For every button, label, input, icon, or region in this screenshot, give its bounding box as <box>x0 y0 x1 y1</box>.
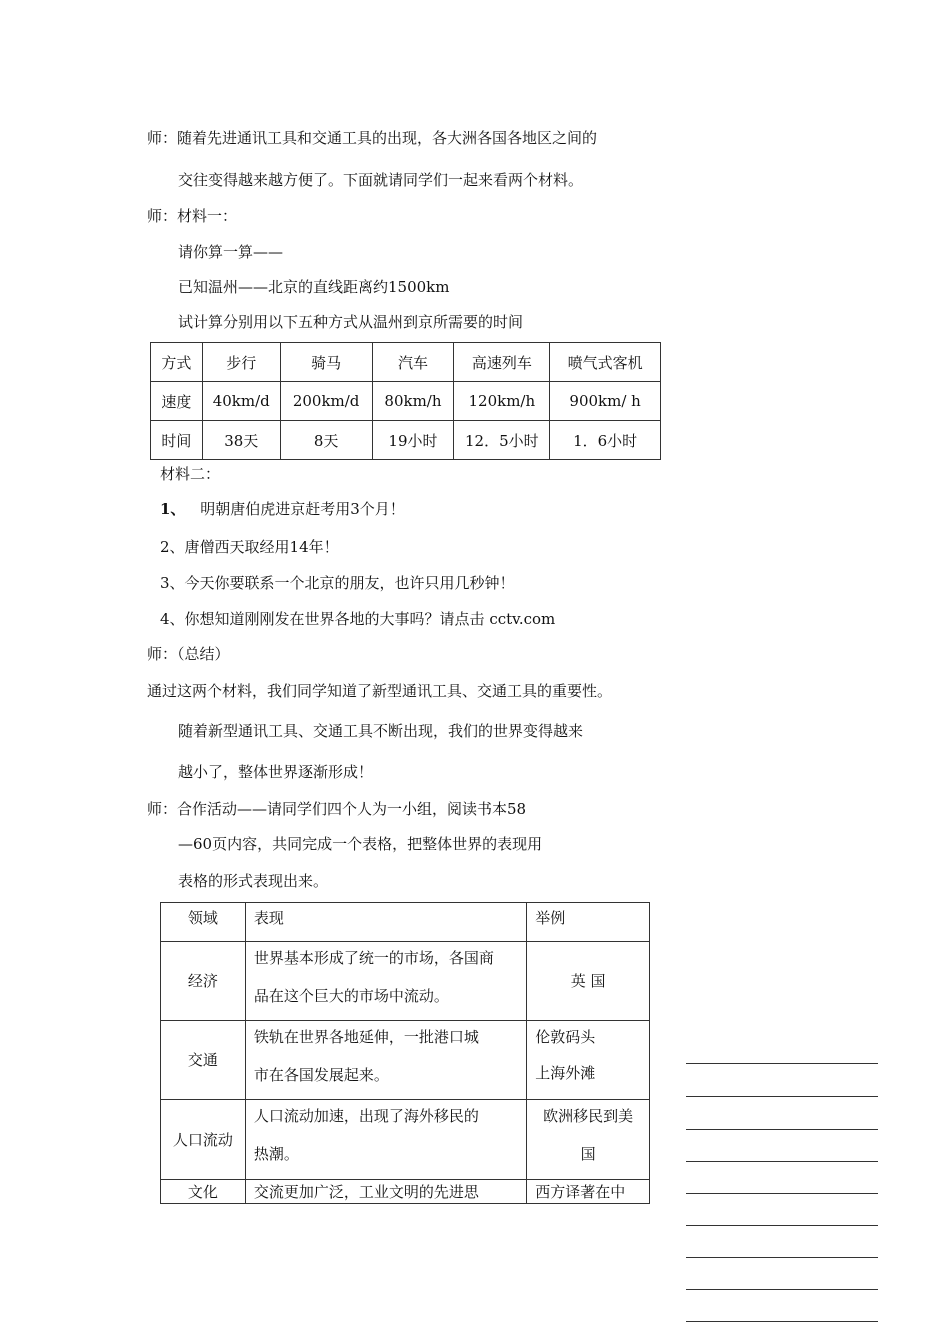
material1-line3: 试计算分别用以下五种方式从温州到京所需要的时间 <box>178 313 524 331</box>
table-cell: 38天 <box>202 421 280 460</box>
margin-rule <box>686 1161 878 1162</box>
table-cell: 900km/ h <box>550 382 661 421</box>
example-cell <box>527 1021 650 1100</box>
table-header-cell: 汽车 <box>372 343 454 382</box>
activity-line3: 表格的形式表现出来。 <box>178 872 329 890</box>
field-text: 文化 <box>187 1183 218 1201</box>
table-row <box>161 1100 650 1180</box>
summary-heading: 师：（总结） <box>147 645 230 663</box>
table-row <box>161 1180 650 1204</box>
field-cell <box>161 1100 246 1180</box>
material2-heading: 材料二： <box>160 465 221 483</box>
field-text: 经济 <box>187 972 218 990</box>
material1-heading: 师：材料一： <box>147 207 238 225</box>
performance-cell <box>245 1021 526 1100</box>
world-expression-table <box>160 902 650 1204</box>
example-line: 英 国 <box>570 972 606 990</box>
margin-rule <box>686 1289 878 1290</box>
example-line: 上海外滩 <box>535 1064 596 1082</box>
table-header-cell: 方式 <box>151 343 203 382</box>
table-row <box>161 942 650 1021</box>
field-text: 人口流动 <box>172 1130 233 1149</box>
summary-line1: 通过这两个材料，我们同学知道了新型通讯工具、交通工具的重要性。 <box>147 682 613 700</box>
margin-rule <box>686 1321 878 1322</box>
field-cell <box>161 1180 246 1204</box>
margin-rule <box>686 1096 878 1097</box>
item-text: 明朝唐伯虎进京赶考用3个月！ <box>200 500 405 518</box>
summary-line3: 越小了，整体世界逐渐形成！ <box>178 763 374 781</box>
table-cell: 200km/d <box>280 382 372 421</box>
performance-cell <box>245 942 526 1021</box>
para1-line2: 交往变得越来越方便了。下面就请同学们一起来看两个材料。 <box>178 171 584 189</box>
material1-line2: 已知温州——北京的直线距离约1500km <box>178 278 450 296</box>
example-line: 国 <box>580 1145 596 1163</box>
example-line: 西方译著在中 <box>535 1183 626 1201</box>
table-cell: 120km/h <box>454 382 550 421</box>
table-cell: 19小时 <box>372 421 454 460</box>
table-cell: 12．5小时 <box>454 421 550 460</box>
material2-item4: 4、你想知道刚刚发在世界各地的大事吗？请点击 cctv.com <box>160 610 556 628</box>
header-text: 举例 <box>535 909 566 927</box>
margin-rule <box>686 1193 878 1194</box>
performance-line: 铁轨在世界各地延伸，一批港口城 <box>253 1028 479 1046</box>
table-header-cell <box>245 903 526 942</box>
item-number: 1、 <box>160 500 186 518</box>
example-line: 伦敦码头 <box>535 1028 596 1046</box>
travel-time-table <box>150 342 661 460</box>
table-header-cell: 高速列车 <box>454 343 550 382</box>
performance-line: 人口流动加速，出现了海外移民的 <box>253 1107 479 1125</box>
table-cell: 1．6小时 <box>550 421 661 460</box>
performance-cell <box>245 1180 526 1204</box>
field-cell <box>161 1021 246 1100</box>
table-header-cell: 步行 <box>202 343 280 382</box>
header-text: 领域 <box>187 909 218 927</box>
table-row <box>151 421 661 460</box>
table-header-cell: 骑马 <box>280 343 372 382</box>
activity-line2: —60页内容，共同完成一个表格，把整体世界的表现用 <box>178 835 543 853</box>
summary-line2: 随着新型通讯工具、交通工具不断出现，我们的世界变得越来 <box>178 722 584 740</box>
margin-rule <box>686 1129 878 1130</box>
performance-line: 热潮。 <box>253 1145 299 1163</box>
performance-line: 交流更加广泛，工业文明的先进思 <box>253 1183 479 1201</box>
field-text: 交通 <box>187 1051 218 1069</box>
margin-rule <box>686 1225 878 1226</box>
table-row <box>161 903 650 942</box>
table-header-cell <box>161 903 246 942</box>
performance-line: 品在这个巨大的市场中流动。 <box>253 987 449 1005</box>
field-cell <box>161 942 246 1021</box>
example-line: 欧洲移民到美 <box>543 1107 634 1125</box>
table-cell: 80km/h <box>372 382 454 421</box>
table-row <box>161 1021 650 1100</box>
para1-line1: 师：随着先进通讯工具和交通工具的出现，各大洲各国各地区之间的 <box>147 129 598 147</box>
example-cell <box>527 1180 650 1204</box>
table-cell: 时间 <box>151 421 203 460</box>
table-cell: 40km/d <box>202 382 280 421</box>
material2-item1 <box>160 499 405 519</box>
performance-line: 世界基本形成了统一的市场，各国商 <box>253 949 494 967</box>
table-row <box>151 382 661 421</box>
material2-item2: 2、唐僧西天取经用14年！ <box>160 538 339 556</box>
table-row <box>151 343 661 382</box>
material1-line1: 请你算一算—— <box>178 243 284 261</box>
table-cell: 8天 <box>280 421 372 460</box>
margin-rule <box>686 1063 878 1064</box>
performance-cell <box>245 1100 526 1180</box>
header-text: 表现 <box>253 909 284 927</box>
material2-item3: 3、今天你要联系一个北京的朋友，也许只用几秒钟！ <box>160 574 515 592</box>
margin-rule <box>686 1257 878 1258</box>
table-cell: 速度 <box>151 382 203 421</box>
example-cell <box>527 942 650 1021</box>
table-header-cell: 喷气式客机 <box>550 343 661 382</box>
activity-line1: 师：合作活动——请同学们四个人为一小组，阅读书本58 <box>147 800 527 818</box>
example-cell <box>527 1100 650 1180</box>
performance-line: 市在各国发展起来。 <box>253 1066 389 1084</box>
table-header-cell <box>527 903 650 942</box>
